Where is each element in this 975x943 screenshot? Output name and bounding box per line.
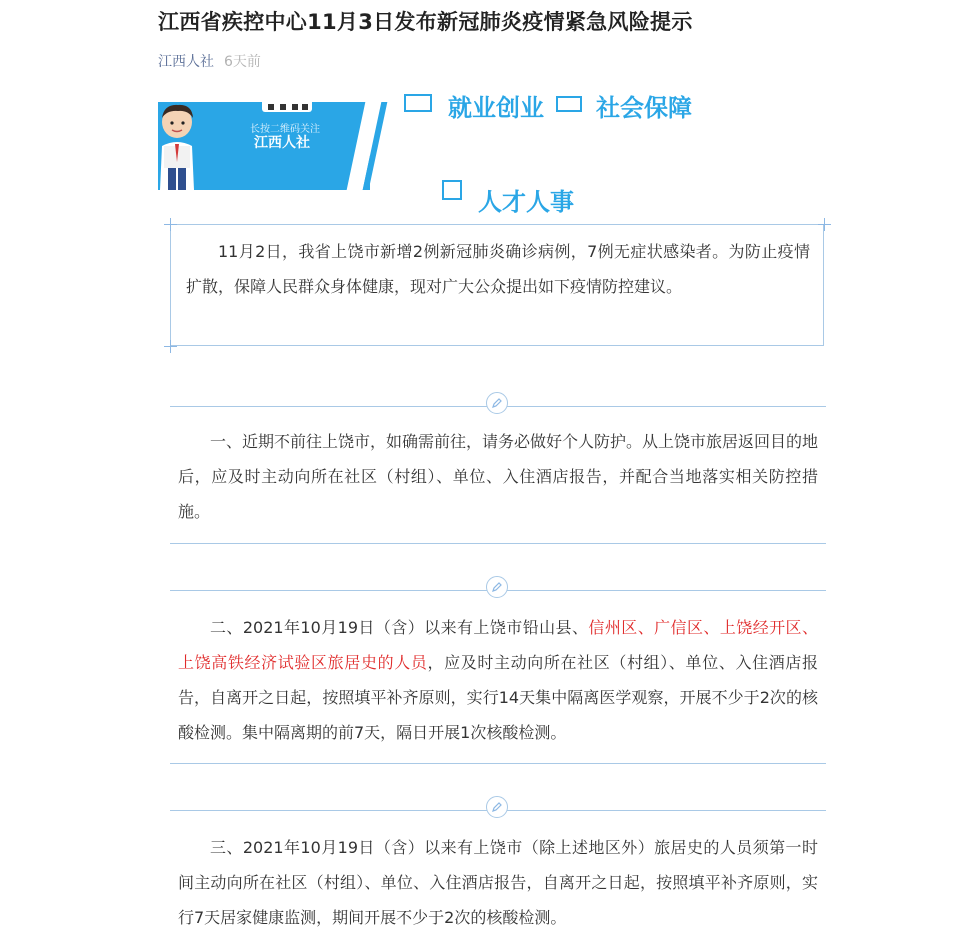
corner-plus-icon: [164, 218, 177, 231]
section-1-paragraph: 一、近期不前往上饶市，如确需前往，请务必做好个人防护。从上饶市旅居返回目的地后，应及时主动向所在社区（村组）、单位、入住酒店报告，并配合当地落实相关防控措施。: [178, 432, 819, 521]
qr-code-icon: [262, 102, 312, 112]
menu-talent: 人才人事: [478, 188, 574, 216]
mascot-icon: [158, 102, 198, 190]
pen-divider-icon: [486, 576, 508, 598]
account-name-link[interactable]: 江西人社: [158, 54, 214, 70]
pen-divider-icon: [486, 796, 508, 818]
corner-plus-icon: [818, 218, 831, 231]
menu-employment: 就业创业: [448, 94, 544, 122]
pen-divider-icon: [486, 392, 508, 414]
computer-icon: [556, 96, 582, 112]
section-2-paragraph: 二、2021年10月19日（含）以来有上饶市铅山县、信州区、广信区、上饶经开区、上饶高铁经济试验区旅居史的人员，应及时主动向所在社区（村组）、单位、入住酒店报告，自离开之日起，按照填平补齐原则，实行14天集中隔离医学观察，开展不少于2次的核酸检测。集中隔离期的前7天，隔日开展1次核酸检测。: [178, 618, 818, 742]
article-title: 江西省疾控中心11月3日发布新冠肺炎疫情紧急风险提示: [158, 10, 693, 34]
section-3-paragraph: 三、2021年10月19日（含）以来有上饶市（除上述地区外）旅居史的人员须第一时间主动向所在社区（村组）、单位、入住酒店报告，自离开之日起，按照填平补齐原则，实行7天居家健康监测，期间开展不少于2次的核酸检测。: [178, 838, 818, 927]
briefcase-icon: [404, 94, 432, 112]
divider-line: [170, 763, 826, 764]
intro-paragraph: 11月2日，我省上饶市新增2例新冠肺炎确诊病例，7例无症状感染者。为防止疫情扩散，保障人民群众身体健康，现对广大公众提出如下疫情防控建议。: [186, 242, 810, 296]
menu-social-security: 社会保障: [596, 94, 692, 122]
highlighted-areas: 信州区、广信区、上饶经开区、上饶高铁经济试验区旅居史的人员: [178, 618, 818, 672]
banner-image: [158, 94, 718, 216]
publish-time: 6天前: [224, 54, 261, 70]
banner-account-name: 江西人社: [254, 135, 310, 151]
corner-plus-icon: [164, 340, 177, 353]
qr-hint-text: 长按二维码关注: [250, 124, 320, 135]
person-icon: [442, 180, 462, 200]
divider-line: [170, 543, 826, 544]
article-meta: [158, 51, 261, 71]
